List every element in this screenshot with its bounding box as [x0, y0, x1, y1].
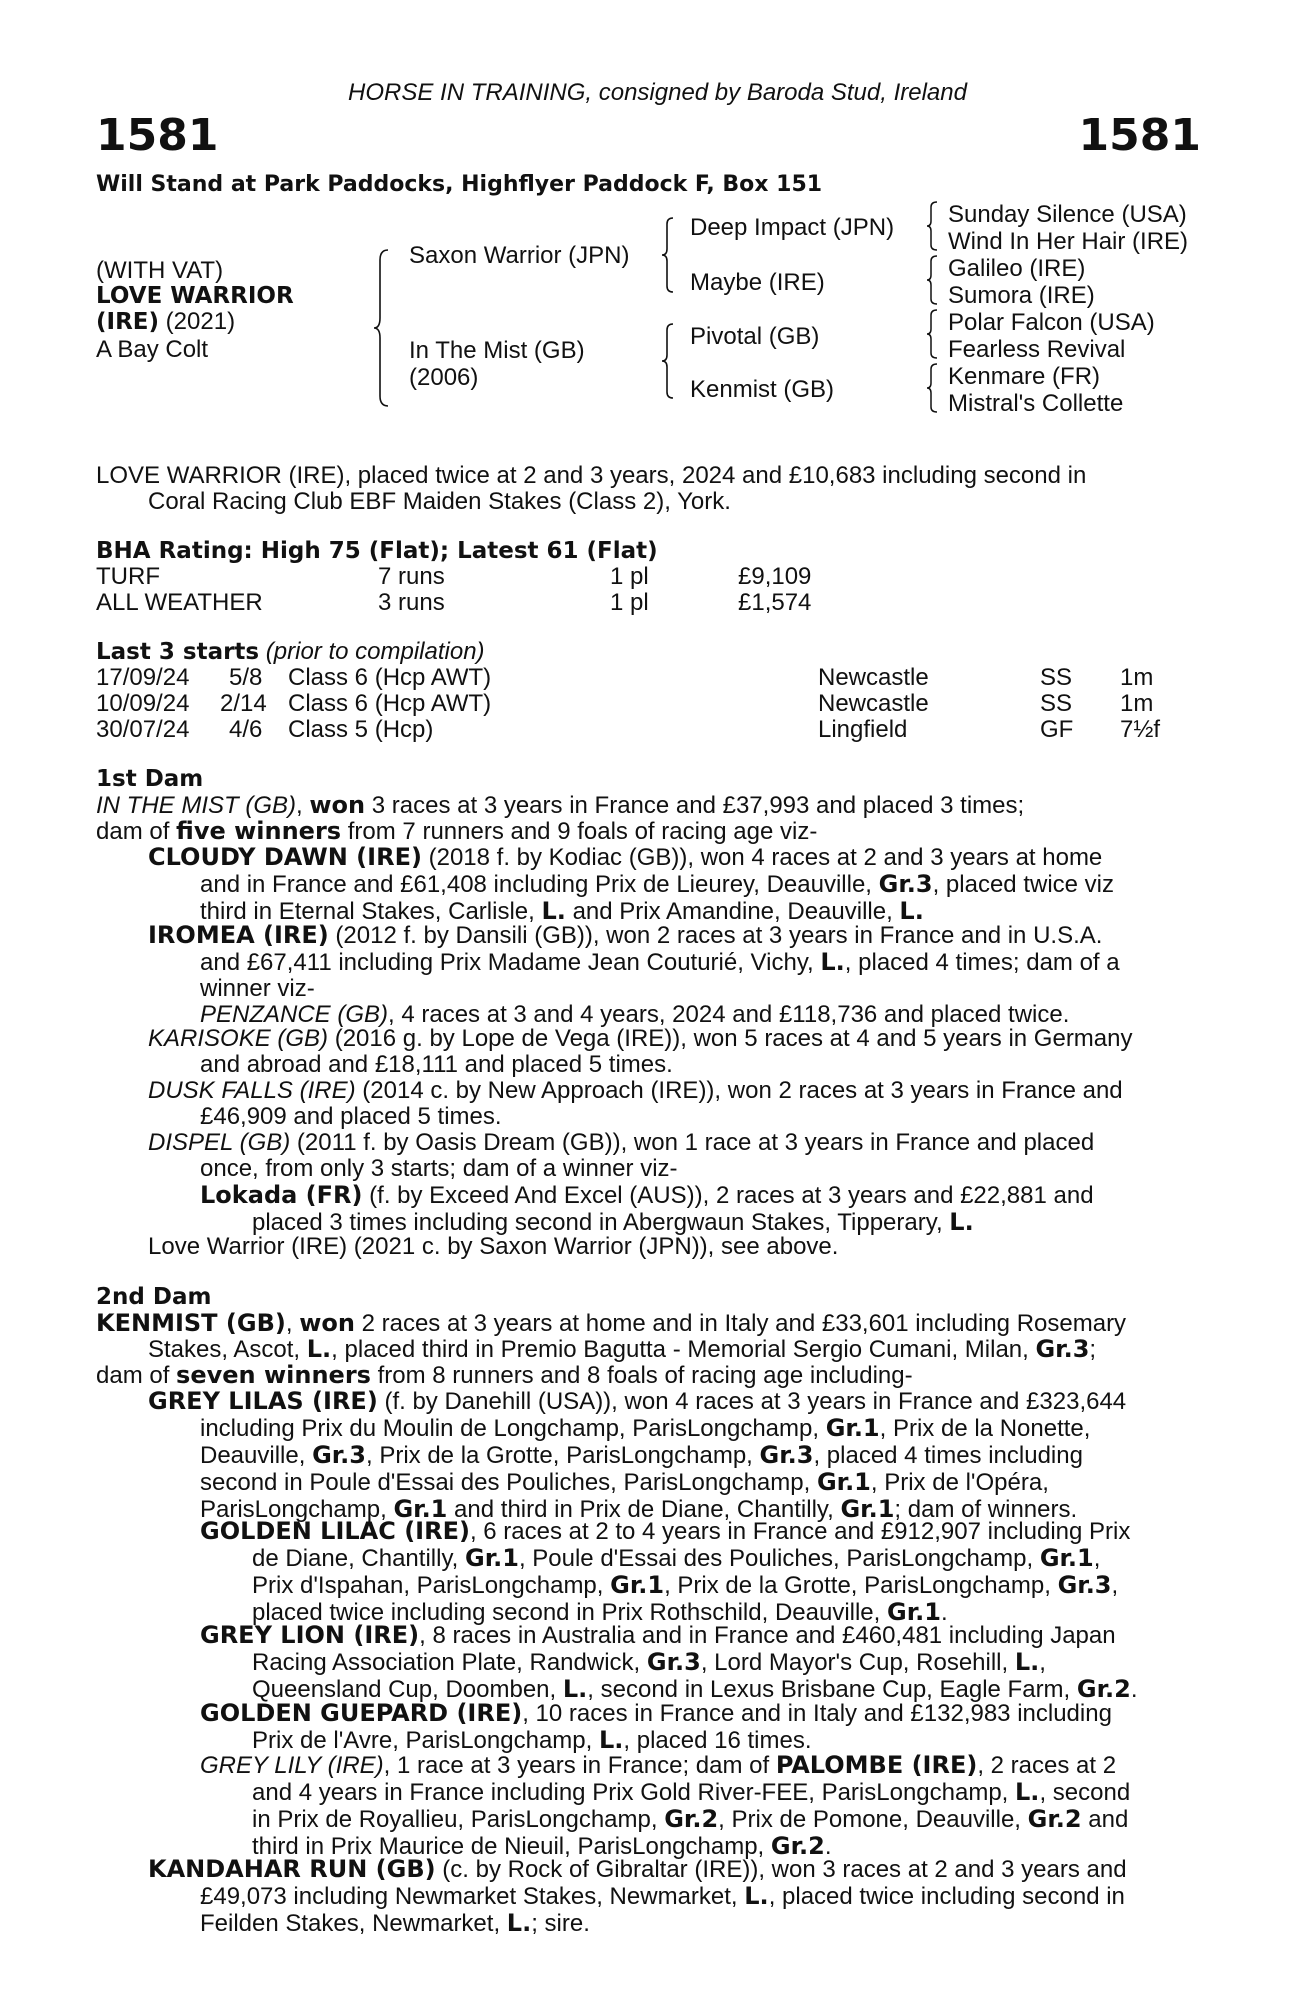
start-row	[96, 717, 1204, 743]
start-distance: 1m	[1120, 690, 1154, 717]
start-distance: 7½f	[1120, 716, 1161, 743]
produce-kandahar-run: KANDAHAR RUN (GB) (c. by Rock of Gibraltar (IRE)), won 3 races at 2 and 3 years and £49,073 including Newmarket Stakes, Newmarket, L., placed twice including second in Feilden Stakes, Newmarket, L.; sire.	[148, 1855, 1127, 1937]
second-dam-heading: 2nd Dam	[96, 1284, 212, 1310]
start-row	[96, 691, 1204, 717]
start-race: Class 6 (Hcp AWT)	[288, 690, 492, 717]
rating-prize: £1,574	[738, 589, 812, 616]
sire-brace	[660, 216, 676, 294]
pedigree-ss: Deep Impact (JPN)	[690, 214, 895, 241]
pedigree-brace	[372, 248, 392, 408]
start-distance: 1m	[1120, 664, 1154, 691]
produce-karisoke: KARISOKE (GB) (2016 g. by Lope de Vega (IRE)), won 5 races at 4 and 5 years in Germany and abroad and £18,111 and placed 5 times.	[148, 1025, 1133, 1078]
produce-lokada: Lokada (FR) (f. by Exceed And Excel (AUS)), 2 races at 3 years and £22,881 and placed 3 times including second in Abergwaun Stakes, Tipperary, L.	[200, 1181, 1094, 1236]
pedigree-sire: Saxon Warrior (JPN)	[409, 242, 630, 269]
produce-dispel: DISPEL (GB) (2011 f. by Oasis Dream (GB)), won 1 race at 3 years in France and placed once, from only 3 starts; dam of a winner viz-	[148, 1129, 1095, 1182]
produce-grey-lilas: GREY LILAS (IRE) (f. by Danehill (USA)), won 4 races at 3 years in France and £323,644 including Prix du Moulin de Longchamp, ParisLongchamp, Gr.1, Prix de la Nonette, Deauville, Gr.3, Prix de la Grotte, ParisLongchamp, Gr.3, placed 4 times including second in Poule d'Essai des Pouliches, ParisLongchamp, Gr.1, Prix de l'Opéra, ParisLongchamp, Gr.1 and third in Prix de Diane, Chantilly, Gr.1; dam of winners.	[148, 1387, 1127, 1523]
pedigree-sdd: Sumora (IRE)	[948, 282, 1095, 309]
pedigree-dds: Kenmare (FR)	[948, 363, 1101, 390]
last-starts-heading: Last 3 starts (prior to compilation)	[96, 638, 485, 665]
horse-description: A Bay Colt	[96, 336, 209, 363]
first-dam-line-1: IN THE MIST (GB), won 3 races at 3 years in France and £37,993 and placed 3 times;	[96, 791, 1025, 819]
summary-line-1: LOVE WARRIOR (IRE), placed twice at 2 and 3 years, 2024 and £10,683 including second in	[96, 462, 1087, 489]
dam-brace	[660, 322, 676, 400]
rating-surface: ALL WEATHER	[96, 589, 263, 616]
start-race: Class 5 (Hcp)	[288, 716, 434, 743]
pedigree-dsd: Fearless Revival	[948, 336, 1126, 363]
rating-placed: 1 pl	[610, 563, 649, 590]
pedigree-ds: Pivotal (GB)	[690, 323, 820, 350]
start-course: Lingfield	[818, 716, 908, 743]
rating-row	[96, 564, 1204, 590]
start-row	[96, 665, 1204, 691]
second-dam-line-2: Stakes, Ascot, L., placed third in Premio Bagutta - Memorial Sergio Cumani, Milan, Gr.3;	[148, 1335, 1097, 1363]
start-going: SS	[1040, 664, 1073, 691]
lot-number-left: 1581	[96, 110, 219, 161]
rating-runs: 3 runs	[378, 589, 445, 616]
rating-row	[96, 590, 1204, 616]
produce-golden-lilac: GOLDEN LILAC (IRE), 6 races at 2 to 4 years in France and £912,907 including Prix de Diane, Chantilly, Gr.1, Poule d'Essai des Pouliches, ParisLongchamp, Gr.1, Prix d'Ispahan, ParisLongchamp, Gr.1, Prix de la Grotte, ParisLongchamp, Gr.3, placed twice including second in Prix Rothschild, Deauville, Gr.1.	[200, 1517, 1131, 1626]
pedigree-dam-year: (2006)	[409, 364, 479, 391]
horse-origin-year: (IRE) (2021)	[96, 308, 236, 335]
pedigree-sd: Maybe (IRE)	[690, 269, 825, 296]
catalogue-header: HORSE IN TRAINING, consigned by Baroda Stud, Ireland	[348, 79, 967, 106]
summary-line-2: Coral Racing Club EBF Maiden Stakes (Class 2), York.	[148, 488, 731, 515]
start-position: 5/8	[229, 664, 263, 691]
start-course: Newcastle	[818, 690, 929, 717]
start-position: 2/14	[220, 690, 267, 717]
start-race: Class 6 (Hcp AWT)	[288, 664, 492, 691]
gen3-brace-2	[925, 254, 939, 306]
horse-name: LOVE WARRIOR	[96, 283, 294, 309]
pedigree-ddd: Mistral's Collette	[948, 390, 1124, 417]
second-dam-line-3: dam of seven winners from 8 runners and 8 foals of racing age including-	[96, 1361, 913, 1389]
rating-runs: 7 runs	[378, 563, 445, 590]
produce-cloudy-dawn: CLOUDY DAWN (IRE) (2018 f. by Kodiac (GB)), won 4 races at 2 and 3 years at home and in France and £61,408 including Prix de Lieurey, Deauville, Gr.3, placed twice viz third in Eternal Stakes, Carlisle, L. and Prix Amandine, Deauville, L.	[148, 843, 1114, 925]
start-date: 30/07/24	[96, 716, 190, 743]
pedigree-ssd: Wind In Her Hair (IRE)	[948, 228, 1189, 255]
pedigree-sds: Galileo (IRE)	[948, 255, 1086, 282]
produce-golden-guepard: GOLDEN GUEPARD (IRE), 10 races in France and in Italy and £132,983 including Prix de l'Avre, ParisLongchamp, L., placed 16 times.	[200, 1699, 1112, 1754]
lot-number-right: 1581	[1078, 110, 1201, 161]
pedigree-sss: Sunday Silence (USA)	[948, 201, 1187, 228]
start-position: 4/6	[229, 716, 263, 743]
start-date: 17/09/24	[96, 664, 190, 691]
start-going: SS	[1040, 690, 1073, 717]
start-course: Newcastle	[818, 664, 929, 691]
produce-grey-lily: GREY LILY (IRE), 1 race at 3 years in France; dam of PALOMBE (IRE), 2 races at 2 and 4 years in France including Prix Gold River-FEE, ParisLongchamp, L., second in Prix de Royallieu, ParisLongchamp, Gr.2, Prix de Pomone, Deauville, Gr.2 and third in Prix Maurice de Nieuil, ParisLongchamp, Gr.2.	[200, 1751, 1131, 1860]
second-dam-line-1: KENMIST (GB), won 2 races at 3 years at home and in Italy and £33,601 including Rosemary	[96, 1309, 1127, 1337]
stand-line: Will Stand at Park Paddocks, Highflyer Paddock F, Box 151	[96, 172, 823, 197]
gen3-brace-4	[925, 362, 939, 414]
start-going: GF	[1040, 716, 1074, 743]
gen3-brace-1	[925, 200, 939, 252]
gen3-brace-3	[925, 308, 939, 360]
first-dam-heading: 1st Dam	[96, 766, 204, 792]
pedigree-dss: Polar Falcon (USA)	[948, 309, 1155, 336]
produce-iromea: IROMEA (IRE) (2012 f. by Dansili (GB)), won 2 races at 3 years in France and in U.S.A. and £67,411 including Prix Madame Jean Couturié, Vichy, L., placed 4 times; dam of a winner viz- PENZANCE (GB), 4 races at 3 and 4 years, 2024 and £118,736 and placed twice.	[148, 921, 1120, 1028]
pedigree-dd: Kenmist (GB)	[690, 376, 835, 403]
produce-dusk-falls: DUSK FALLS (IRE) (2014 c. by New Approach (IRE)), won 2 races at 3 years in France and £46,909 and placed 5 times.	[148, 1077, 1123, 1130]
rating-placed: 1 pl	[610, 589, 649, 616]
pedigree-dam: In The Mist (GB)	[409, 337, 585, 364]
first-dam-line-2: dam of five winners from 7 runners and 9 foals of racing age viz-	[96, 817, 818, 845]
start-date: 10/09/24	[96, 690, 190, 717]
produce-grey-lion: GREY LION (IRE), 8 races in Australia and in France and £460,481 including Japan Racing Association Plate, Randwick, Gr.3, Lord Mayor's Cup, Rosehill, L., Queensland Cup, Doomben, L., second in Lexus Brisbane Cup, Eagle Farm, Gr.2.	[200, 1621, 1138, 1703]
rating-prize: £9,109	[738, 563, 812, 590]
rating-heading: BHA Rating: High 75 (Flat); Latest 61 (Flat)	[96, 538, 658, 564]
rating-surface: TURF	[96, 563, 160, 590]
produce-love-warrior: Love Warrior (IRE) (2021 c. by Saxon Warrior (JPN)), see above.	[148, 1233, 839, 1260]
vat-note: (WITH VAT)	[96, 257, 224, 284]
